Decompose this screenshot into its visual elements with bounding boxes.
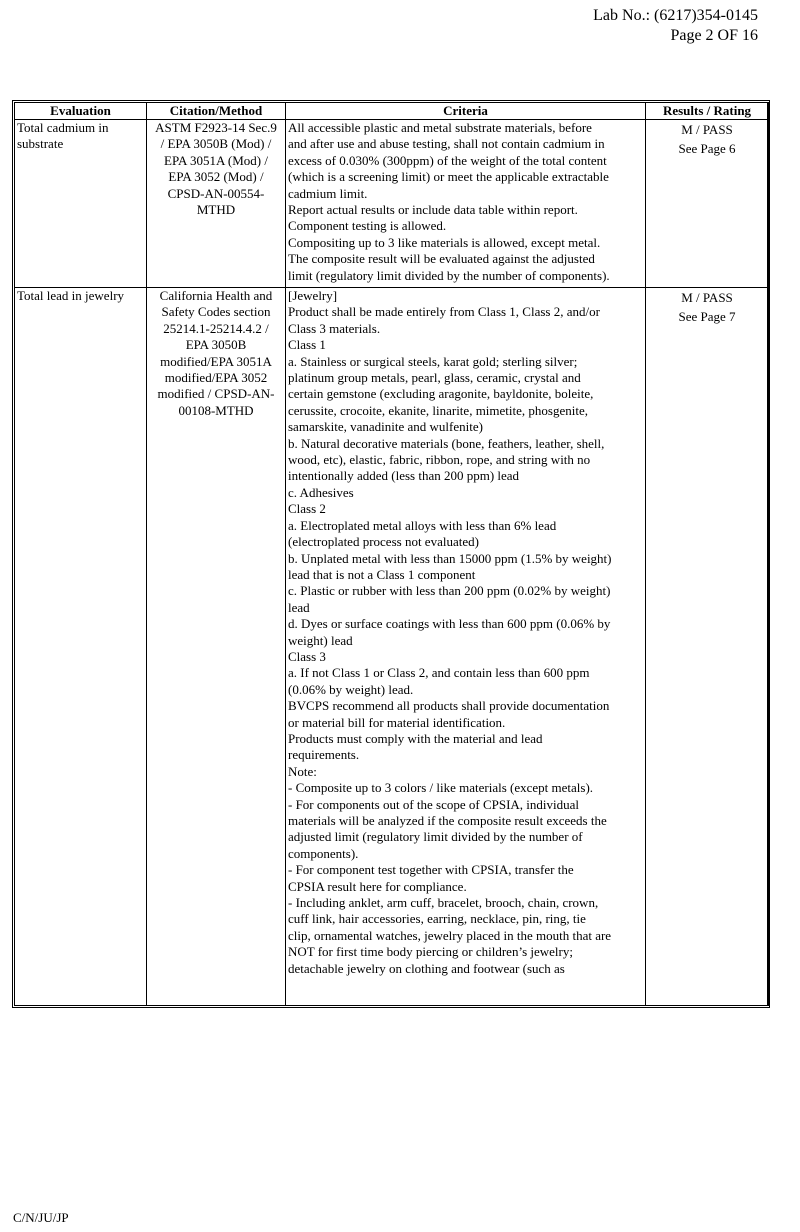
criteria-line: Products must comply with the material and lead [288,730,543,746]
cell-evaluation [15,120,147,288]
criteria-line: Class 1 [288,337,326,353]
criteria-line: b. Natural decorative materials (bone, feathers, leather, shell, [288,435,605,451]
criteria-line: platinum group metals, pearl, glass, ceramic, crystal and [288,370,581,386]
criteria-line: Product shall be made entirely from Class 1, Class 2, and/or [288,304,600,320]
criteria-line: b. Unplated metal with less than 15000 ppm (1.5% by weight) [288,550,612,566]
criteria-line: NOT for first time body piercing or children’s jewelry; [288,944,573,960]
cell-evaluation [15,288,147,1006]
criteria-line: cerussite, crocoite, ekanite, linarite, mimetite, phosgenite, [288,402,588,418]
citation-line: CPSD-AN-00554- [167,185,265,201]
criteria-line: limit (regulatory limit divided by the number of components). [288,267,610,283]
result-page-ref: See Page 7 [678,309,736,324]
criteria-line: All accessible plastic and metal substrate materials, before [288,120,592,135]
criteria-line: (which is a screening limit) or meet the applicable extractable [288,169,609,185]
criteria-line: a. If not Class 1 or Class 2, and contain less than 600 ppm [288,665,590,681]
criteria-line: samarskite, vanadinite and wulfenite) [288,419,483,435]
criteria-line: materials will be analyzed if the composite result exceeds the [288,813,607,828]
report-header [593,6,758,46]
criteria-line: Note: [288,763,317,779]
footer-code: C/N/JU/JP [13,1210,69,1225]
criteria-line: clip, ornamental watches, jewelry placed in the mouth that are [288,927,612,943]
criteria-line: lead [288,599,310,615]
criteria-line: d. Dyes or surface coatings with less than 600 ppm (0.06% by [288,616,611,632]
criteria-line: - For components out of the scope of CPSIA, individual [288,796,580,812]
result-rating: M / PASS [681,290,733,305]
criteria-line: (0.06% by weight) lead. [288,681,414,697]
table-header-row [15,103,769,120]
evaluation-line: Total lead in jewelry [17,288,125,303]
citation-line: 00108-MTHD [178,402,254,418]
cell-criteria [286,120,646,288]
citation-line: modified/EPA 3051A [160,353,272,369]
cell-results [646,120,769,288]
citation-line: EPA 3052 (Mod) / [168,169,264,185]
cell-citation [147,120,286,288]
criteria-line: weight) lead [288,632,353,648]
criteria-line: Class 3 [288,648,326,664]
criteria-line: components). [288,845,359,861]
result-rating: M / PASS [681,122,733,137]
criteria-line: a. Stainless or surgical steels, karat gold; sterling silver; [288,353,578,369]
header-criteria: Criteria [286,103,646,120]
criteria-line: c. Plastic or rubber with less than 200 ppm (0.02% by weight) [288,583,611,599]
criteria-line: cuff link, hair accessories, earring, necklace, pin, ring, tie [288,911,586,927]
citation-line: California Health and [159,288,273,303]
citation-line: EPA 3051A (Mod) / [164,152,268,168]
header-citation-method: Citation/Method [147,103,286,120]
criteria-line: or material bill for material identification. [288,714,506,730]
criteria-line: - For component test together with CPSIA, transfer the [288,862,574,878]
criteria-line: excess of 0.030% (300ppm) of the weight of the total content [288,152,607,168]
criteria-line: requirements. [288,747,360,763]
criteria-line: (electroplated process not evaluated) [288,534,479,550]
result-page-ref: See Page 6 [678,141,736,156]
criteria-line: Class 3 materials. [288,320,381,336]
criteria-line: detachable jewelry on clothing and footwear (such as [288,960,565,976]
table-row-cadmium [15,120,769,288]
criteria-line: cadmium limit. [288,185,368,201]
citation-line: modified / CPSD-AN- [157,386,275,402]
criteria-line: The composite result will be evaluated against the adjusted [288,251,595,267]
evaluation-line: substrate [17,136,64,152]
criteria-line: - Composite up to 3 colors / like materials (except metals). [288,780,594,796]
criteria-line: Class 2 [288,501,326,517]
evaluation-table [14,102,769,1006]
criteria-line: Component testing is allowed. [288,218,447,234]
cell-criteria [286,288,646,1006]
citation-line: EPA 3050B [185,337,247,353]
criteria-line: and after use and abuse testing, shall not contain cadmium in [288,136,605,152]
header-evaluation: Evaluation [15,103,147,120]
criteria-line: [Jewelry] [288,288,338,303]
lab-number: Lab No.: (6217)354-0145 [593,7,758,24]
table-row-lead [15,288,769,1006]
criteria-line: BVCPS recommend all products shall provide documentation [288,698,610,714]
header-results-rating: Results / Rating [646,103,769,120]
citation-line: Safety Codes section [161,304,271,320]
criteria-line: intentionally added (less than 200 ppm) lead [288,468,520,484]
criteria-line: CPSIA result here for compliance. [288,878,467,894]
citation-line: / EPA 3050B (Mod) / [160,136,272,152]
criteria-line: a. Electroplated metal alloys with less than 6% lead [288,517,557,533]
criteria-line: c. Adhesives [288,484,354,500]
page-number: Page 2 OF 16 [670,27,758,44]
cell-results [646,288,769,1006]
citation-line: modified/EPA 3052 [164,370,268,386]
criteria-line: wood, etc), elastic, fabric, ribbon, rope, and string with no [288,452,591,468]
citation-line: MTHD [196,202,236,218]
evaluation-line: Total cadmium in [17,120,109,135]
criteria-line: - Including anklet, arm cuff, bracelet, brooch, chain, crown, [288,895,599,911]
citation-line: ASTM F2923-14 Sec.9 [155,120,277,135]
citation-line: 25214.1-25214.4.2 / [163,320,269,336]
cell-citation [147,288,286,1006]
criteria-line: Report actual results or include data table within report. [288,202,578,218]
criteria-line: lead that is not a Class 1 component [288,566,476,582]
criteria-line: Compositing up to 3 like materials is allowed, except metal. [288,234,601,250]
criteria-line: certain gemstone (excluding aragonite, bayldonite, boleite, [288,386,594,402]
criteria-line: adjusted limit (regulatory limit divided by the number of [288,829,583,845]
